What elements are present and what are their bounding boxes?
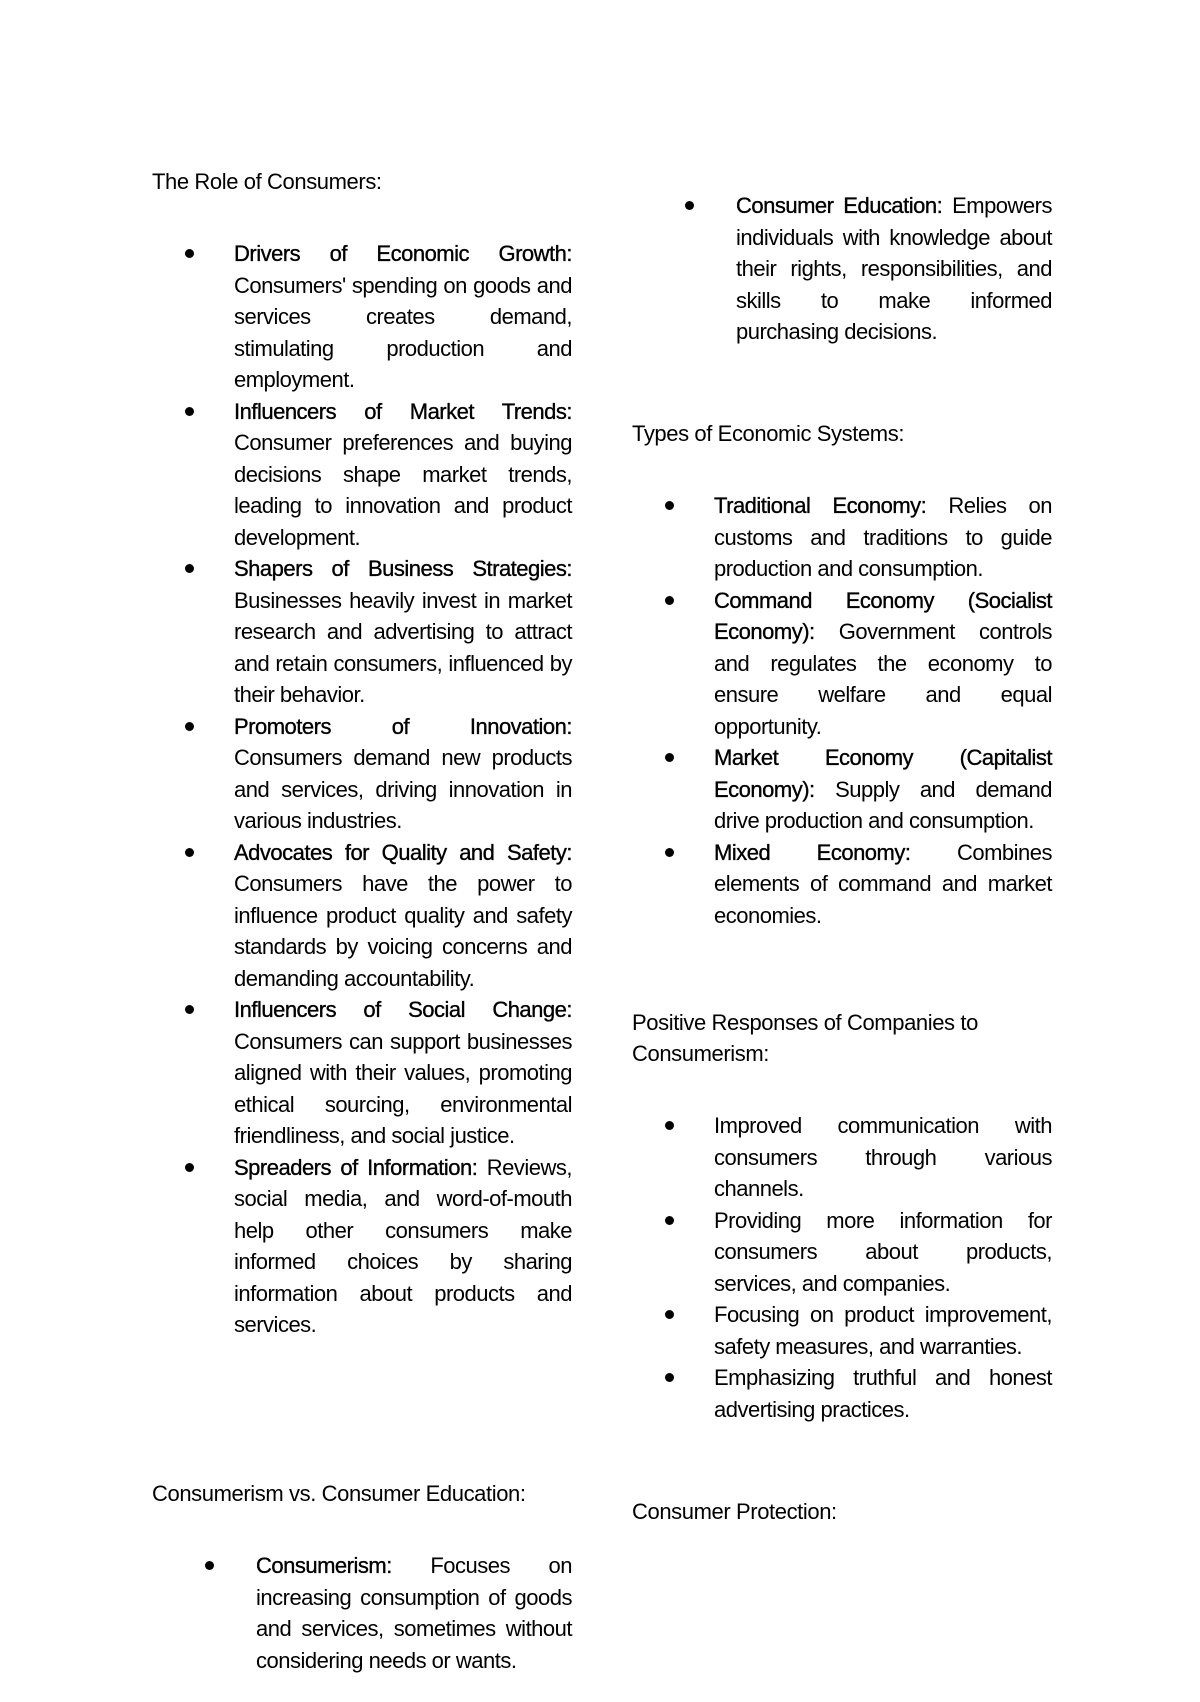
list-item [714,585,1052,743]
bullet-icon [185,1005,194,1014]
list-item [234,238,572,396]
bullet-icon [685,201,694,210]
item-text: Government controls and regulates the economy to ensure welfare and equal opportunity. [714,619,1052,739]
list-item [736,190,1052,348]
list-item [234,994,572,1152]
item-term: Spreaders of Information: [234,1154,478,1180]
bullet-icon [665,596,674,605]
item-text: Supply and demand drive production and consumption. [714,776,1052,833]
bullet-icon [665,1310,674,1319]
item-term: Consumerism: [256,1553,392,1578]
positive-responses-list [714,1110,1052,1425]
item-text: Focuses on increasing consumption of goods and services, sometimes without considering needs or wants. [256,1553,572,1673]
item-text: Combines elements of command and market economies. [714,839,1052,928]
bullet-icon [665,1121,674,1130]
item-term: Command Economy (Socialist Economy): [714,587,1052,644]
item-text: Consumer preferences and buying decisions shape market trends, leading to innovation and product development. [234,430,572,550]
item-term: Shapers of Business Strategies: [234,556,572,581]
item-text: Consumers demand new products and services, driving innovation in various industries. [234,745,572,833]
list-item [714,490,1052,585]
item-term: Traditional Economy: [714,493,927,518]
list-item [234,396,572,554]
consumerism-vs-education-heading: Consumerism vs. Consumer Education: [152,1481,526,1506]
list-item [234,837,572,995]
consumer-education-list [736,190,1052,348]
item-term: Influencers of Social Change: [234,997,572,1022]
bullet-icon [665,501,674,510]
list-item [714,742,1052,837]
consumer-protection-heading: Consumer Protection: [632,1499,837,1524]
item-text: Consumers have the power to influence product quality and safety standards by voicing concerns and demanding accountability. [234,871,572,991]
list-item [714,1110,1052,1205]
bullet-icon [205,1561,214,1570]
item-text: Empowers individuals with knowledge about their rights, responsibilities, and skills to make informed purchasing decisions. [736,193,1052,344]
list-item [234,553,572,711]
list-item [714,1299,1052,1362]
item-term: Advocates for Quality and Safety: [234,839,572,865]
role-of-consumers-heading: The Role of Consumers: [152,169,382,194]
bullet-icon [185,1163,194,1172]
item-term: Promoters of Innovation: [234,713,572,739]
positive-responses-heading: Positive Responses of Companies to Consumerism: [632,1010,978,1066]
item-text: Emphasizing truthful and honest advertising practices. [714,1365,1052,1422]
item-text: Relies on customs and traditions to guide production and consumption. [714,493,1052,581]
item-text: Businesses heavily invest in market research and advertising to attract and retain consumers, influenced by their behavior. [234,587,572,707]
list-item [256,1550,572,1676]
bullet-icon [665,1373,674,1382]
consumerism-list [256,1550,572,1676]
list-item [714,837,1052,932]
item-text: Consumers' spending on goods and services creates demand, stimulating production and employment. [234,272,572,392]
item-text: Consumers can support businesses aligned with their values, promoting ethical sourcing, environmental friendliness, and social justice. [234,1028,572,1148]
bullet-icon [185,848,194,857]
bullet-icon [185,249,194,258]
list-item [714,1362,1052,1425]
bullet-icon [185,564,194,573]
bullet-icon [185,722,194,731]
economic-systems-heading: Types of Economic Systems: [632,421,905,446]
bullet-icon [665,753,674,762]
role-of-consumers-list [234,238,572,1341]
item-text: Focusing on product improvement, safety measures, and warranties. [714,1302,1052,1359]
economic-systems-list [714,490,1052,931]
item-text: Reviews, social media, and word-of-mouth help other consumers make informed choices by sharing information about products and services. [234,1154,572,1337]
bullet-icon [185,407,194,416]
item-text: Providing more information for consumers about products, services, and companies. [714,1207,1052,1296]
bullet-icon [665,1216,674,1225]
bullet-icon [665,848,674,857]
list-item [714,1205,1052,1300]
item-term: Market Economy (Capitalist Economy): [714,745,1052,802]
item-term: Drivers of Economic Growth: [234,241,572,266]
list-item [234,711,572,837]
list-item [234,1152,572,1341]
item-term: Mixed Economy: [714,839,911,865]
item-term: Consumer Education: [736,193,943,218]
item-term: Influencers of Market Trends: [234,398,572,424]
item-text: Improved communication with consumers through various channels. [714,1113,1052,1201]
